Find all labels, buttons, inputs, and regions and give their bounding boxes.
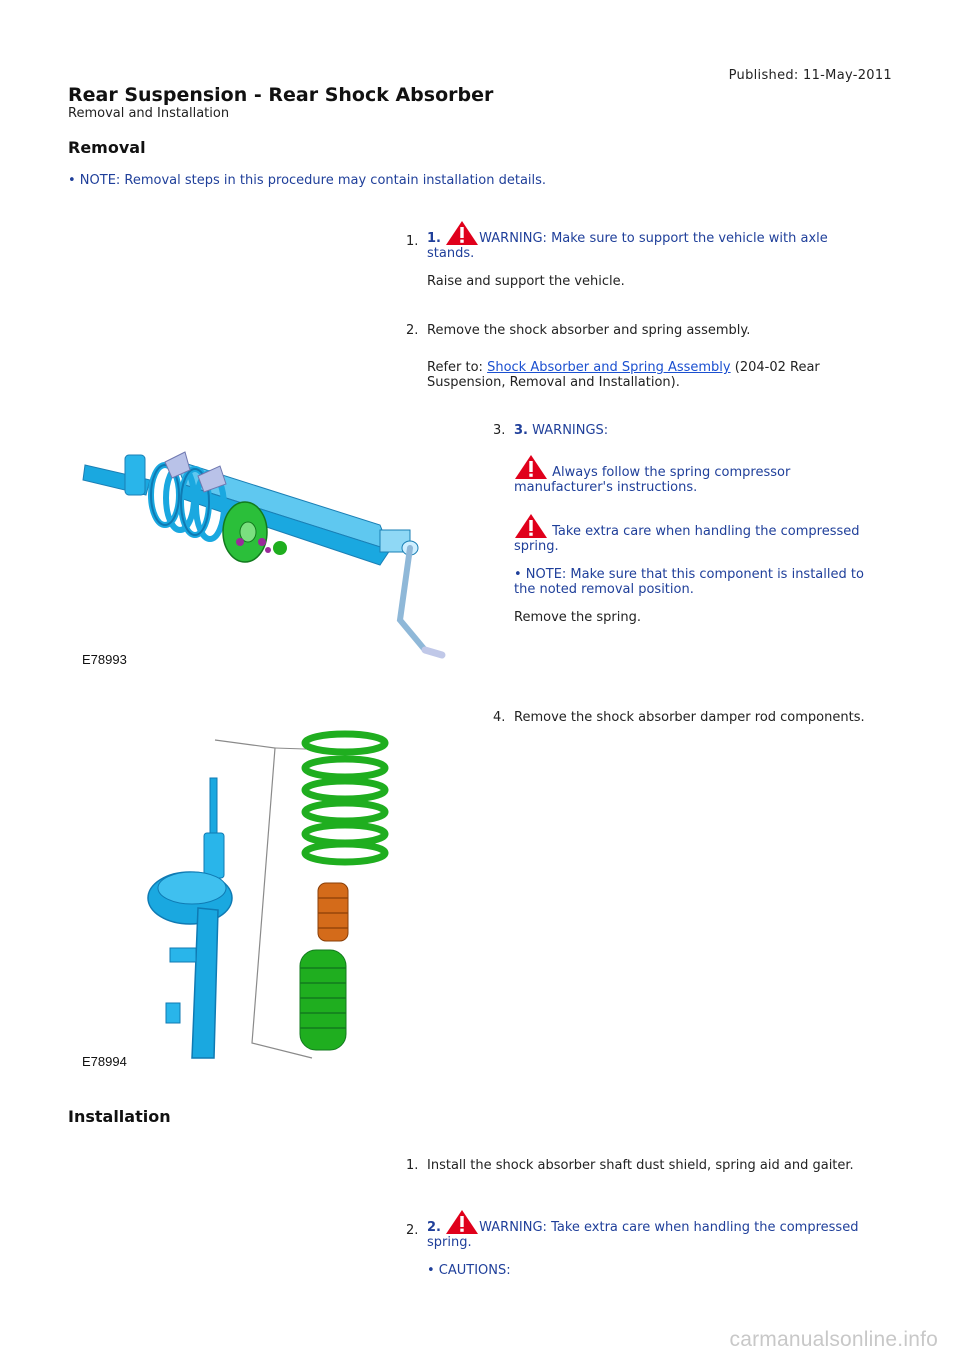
page-subtitle: Removal and Installation bbox=[68, 106, 230, 121]
warning-triangle-icon bbox=[445, 1209, 479, 1235]
refer-prefix: Refer to: bbox=[427, 360, 483, 375]
step-number: 1. bbox=[406, 1158, 419, 1173]
step-number: 2. bbox=[406, 1223, 419, 1238]
footer-watermark[interactable]: carmanualsonline.info bbox=[729, 1328, 938, 1351]
step-text: Remove the shock absorber and spring assembly. bbox=[427, 323, 751, 338]
step-prefix: 2. bbox=[427, 1220, 441, 1235]
warning-text: Take extra care when handling the compressed spring. bbox=[514, 524, 860, 554]
warning-text: WARNING: Make sure to support the vehicle with axle stands. bbox=[427, 231, 828, 261]
published-date: Published: 11-May-2011 bbox=[728, 68, 892, 83]
figure-label: E78994 bbox=[82, 1054, 127, 1069]
figure-spring-compressor bbox=[80, 440, 450, 670]
warnings-heading: WARNINGS: bbox=[532, 423, 609, 438]
warning-triangle-icon bbox=[514, 513, 548, 539]
step-text: Raise and support the vehicle. bbox=[427, 274, 625, 289]
step-text: Install the shock absorber shaft dust shield, spring aid and gaiter. bbox=[427, 1158, 854, 1173]
removal-heading: Removal bbox=[68, 138, 146, 157]
step-text: Remove the shock absorber damper rod components. bbox=[514, 710, 865, 725]
figure-shock-components bbox=[140, 728, 400, 1068]
step-prefix: 3. bbox=[514, 423, 528, 438]
installation-step-1 bbox=[427, 1158, 897, 1173]
warning-text: WARNING: Take extra care when handling the compressed spring. bbox=[427, 1220, 859, 1250]
page-title: Rear Suspension - Rear Shock Absorber bbox=[68, 84, 494, 106]
removal-note: • NOTE: Removal steps in this procedure may contain installation details. bbox=[68, 173, 547, 188]
step-number: 2. bbox=[406, 323, 419, 338]
removal-step-4 bbox=[514, 710, 894, 725]
warning-triangle-icon bbox=[514, 454, 548, 480]
step-number: 1. bbox=[406, 234, 419, 249]
warning-text: Always follow the spring compressor manufacturer's instructions. bbox=[514, 465, 791, 495]
figure-label: E78993 bbox=[82, 652, 127, 667]
refer-suffix: (204-02 Rear Suspension, Removal and Installation). bbox=[427, 360, 820, 390]
step-number: 3. bbox=[493, 423, 506, 438]
cautions-heading: • CAUTIONS: bbox=[427, 1263, 511, 1278]
step-prefix: 1. bbox=[427, 231, 441, 246]
removal-step-2 bbox=[427, 323, 867, 390]
warning-triangle-icon bbox=[445, 220, 479, 246]
installation-heading: Installation bbox=[68, 1107, 171, 1126]
step-number: 4. bbox=[493, 710, 506, 725]
removal-step-1 bbox=[427, 220, 867, 289]
step-note: • NOTE: Make sure that this component is installed to the noted removal position. bbox=[514, 567, 864, 597]
step-text: Remove the spring. bbox=[514, 610, 641, 625]
shock-absorber-spring-assembly-link[interactable]: Shock Absorber and Spring Assembly bbox=[487, 360, 731, 375]
installation-step-2 bbox=[427, 1209, 882, 1278]
removal-step-3 bbox=[514, 423, 884, 625]
